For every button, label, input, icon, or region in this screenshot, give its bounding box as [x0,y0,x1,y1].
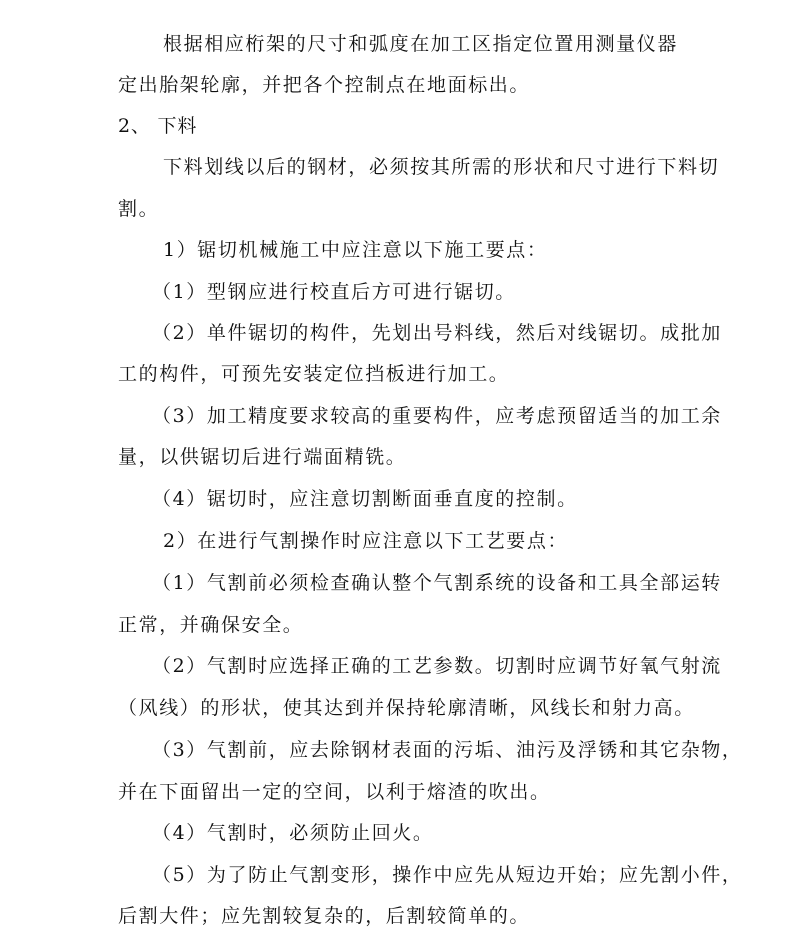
paragraph-line: 根据相应桁架的尺寸和弧度在加工区指定位置用测量仪器 [163,33,679,55]
list-item-continuation: 工的构件，可预先安装定位挡板进行加工。 [118,363,510,385]
list-item: （4）锯切时，应注意切割断面垂直度的控制。 [152,488,578,510]
paragraph-line: 下料划线以后的钢材，必须按其所需的形状和尺寸进行下料切 [163,156,720,178]
list-item: （2）气割时应选择正确的工艺参数。切割时应调节好氧气射流 [152,655,722,677]
paragraph-line: 割。 [118,198,160,220]
subsection-heading: 1）锯切机械施工中应注意以下施工要点： [163,239,548,261]
list-item: （3）加工精度要求较高的重要构件，应考虑预留适当的加工余 [152,405,722,427]
list-item-continuation: 量，以供锯切后进行端面精铣。 [118,446,407,468]
list-item-continuation: 正常，并确保安全。 [118,614,304,636]
list-item-continuation: （风线）的形状，使其达到并保持轮廓清晰，风线长和射力高。 [118,697,695,719]
list-item: （1）型钢应进行校直后方可进行锯切。 [152,281,516,303]
list-item: （2）单件锯切的构件，先划出号料线，然后对线锯切。成批加 [152,322,722,344]
list-item-continuation: 并在下面留出一定的空间，以利于熔渣的吹出。 [118,781,551,803]
list-item: （5）为了防止气割变形，操作中应先从短边开始；应先割小件， [152,864,743,886]
list-item-continuation: 后割大件；应先割较复杂的，后割较简单的。 [118,905,531,927]
list-item: （4）气割时，必须防止回火。 [152,822,434,844]
list-item: （1）气割前必须检查确认整个气割系统的设备和工具全部运转 [152,572,722,594]
subsection-heading: 2）在进行气割操作时应注意以下工艺要点： [163,530,569,552]
paragraph-line: 定出胎架轮廓，并把各个控制点在地面标出。 [118,74,531,96]
list-item: （3）气割前，应去除钢材表面的污垢、油污及浮锈和其它杂物， [152,739,743,761]
section-heading: 2、 下料 [118,115,198,137]
